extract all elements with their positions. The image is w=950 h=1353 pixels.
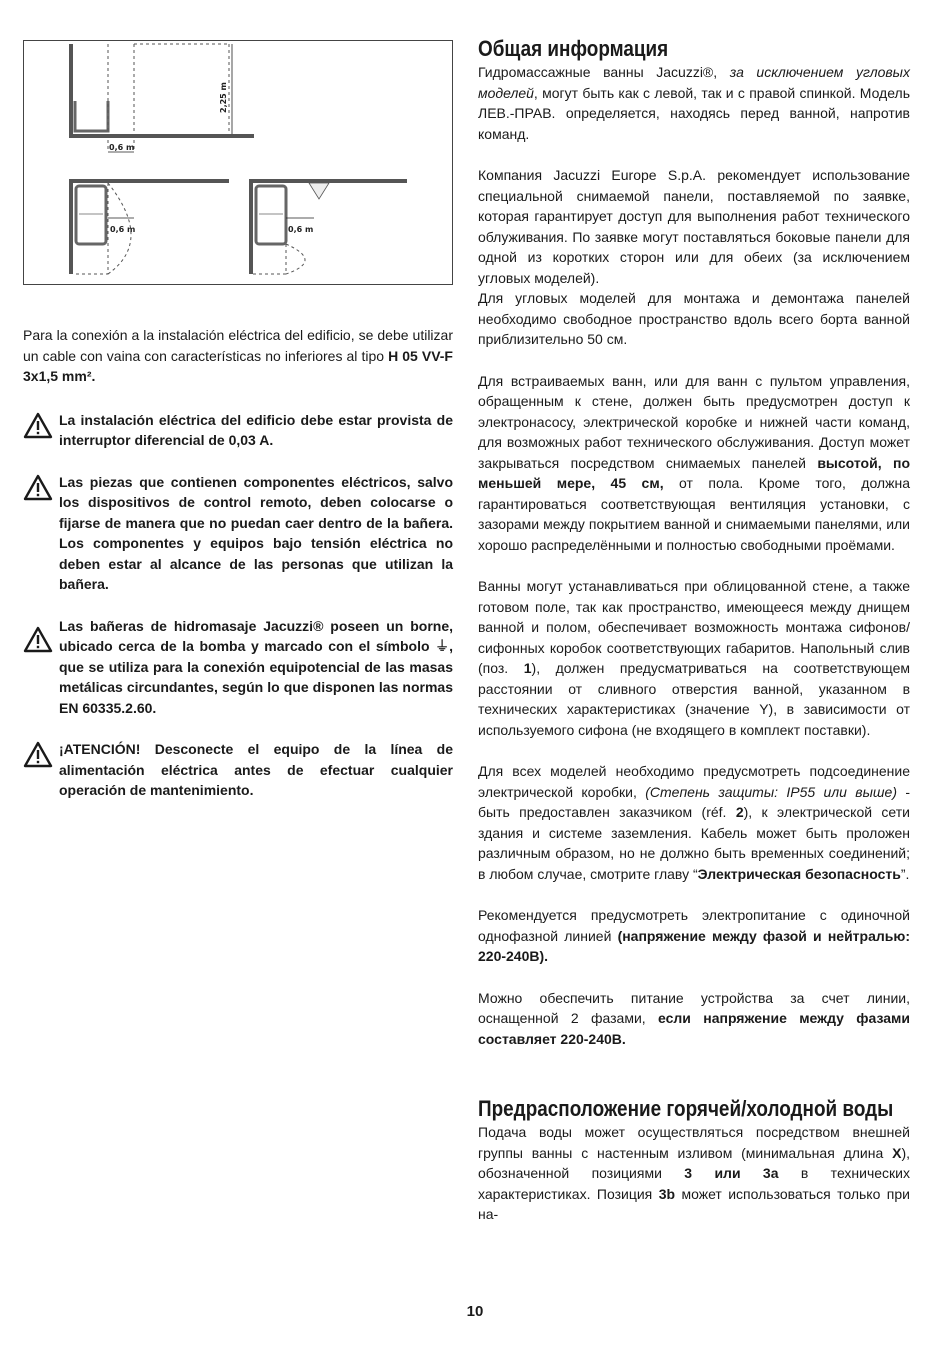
bl-dimension-label: 0,6 m	[110, 225, 136, 234]
warning-3	[23, 616, 453, 719]
p7-text-a: Рекомендуется предусмотреть электропитание с одиночной однофазной линией	[478, 907, 910, 944]
installation-diagram-svg	[24, 41, 454, 286]
p6-ref-2: 2	[735, 804, 744, 820]
section-heading-general-info: Общая информация	[478, 36, 669, 61]
warning-3-text	[59, 616, 453, 719]
installation-diagram	[23, 40, 453, 285]
p6-text-e: ), к электрической сети здания и системе заземления. Кабель может быть проложен различным образом, но не должно быть временных соединений; в любом случае, смотрите главу “	[478, 804, 910, 882]
p1-text-italic: за исключением угловых моделей	[478, 64, 910, 101]
p6-text-a: Для всех моделей необходимо предусмотреть подсоединение электрической коробки,	[478, 763, 910, 800]
p1-text-a: Гидромассажные ванны Jacuzzi®,	[478, 64, 730, 80]
p9-position-3b: 3b	[658, 1185, 676, 1202]
cable-intro-text: Para la conexión a la instalación eléctrica del edificio, se debe utilizar un cable con vaina con características no inferiores al tipo	[23, 327, 453, 364]
warning-2	[23, 472, 453, 595]
warning-triangle-icon	[23, 410, 59, 444]
warning-triangle-icon	[23, 472, 59, 506]
height-dimension-label: 2,25 m	[219, 82, 228, 113]
warning-1-text: La instalación eléctrica del edificio debe estar provista de interruptor diferencial de 0,03 A.	[59, 411, 453, 448]
paragraph-8	[478, 988, 910, 1050]
br-clearance-path	[253, 244, 286, 274]
p4-text-a: Для встраиваемых ванн, или для ванн с пультом управления, обращенным к стене, должен быть предусмотрен доступ к электронасосу, электрической коробке и нижней части команд, для возможных работ технического обслуживания. Доступ может закрываться посредством снимаемых панелей	[478, 372, 910, 471]
left-column	[23, 325, 453, 801]
top-tub-profile	[75, 101, 108, 131]
page-number: 10	[466, 1303, 484, 1320]
p7-text-bold: (напряжение между фазой и нейтралью: 220-240В).	[478, 927, 910, 964]
p9-text-g: может использоваться только при на-	[478, 1185, 910, 1222]
section-heading-water-supply: Предрасположение горячей/холодной воды	[478, 1096, 894, 1121]
warning-triangle-icon	[23, 616, 59, 658]
p4-text-c: от пола. Кроме того, должна гарантироваться соответствующая вентиляция установки, с зазорами между покрытием ванной и снимаемыми панелями, или хорошо распределёнными и полностью свободными проёмами.	[478, 475, 910, 553]
p6-text-italic: (Степень защиты: IP55 или выше)	[645, 783, 897, 800]
bl-wall-horizontal	[69, 179, 229, 183]
top-wall-horizontal	[69, 134, 254, 138]
p6-text-c: - быть предоставлен заказчиком (réf.	[478, 783, 910, 820]
paragraph-6	[478, 761, 910, 884]
paragraph-3: Для угловых моделей для монтажа и демонтажа панелей необходимо свободное пространство вдоль всего борта ванной приблизительно 50 см.	[478, 290, 910, 347]
top-wall-vertical	[69, 44, 73, 137]
br-wall-horizontal	[249, 179, 407, 183]
paragraph-9	[478, 1122, 910, 1225]
right-column	[478, 36, 910, 1225]
warning-triangle-icon	[23, 739, 59, 773]
br-wall-vertical	[249, 179, 253, 274]
paragraph-2: Компания Jacuzzi Europe S.p.A. рекомендует использование специальной снимаемой панели, поставляемой по заявке, которая гарантирует доступ для выполнения работ технического облуживания. По заявке могут поставляться боковые панели для одной из коротких сторон или для обеих (за исключением угловых моделей).	[478, 167, 910, 286]
paragraph-5	[478, 576, 910, 740]
p9-positions: 3 или 3a	[684, 1165, 779, 1181]
equipotential-icon: ⏚	[435, 638, 450, 654]
br-door-arc	[286, 244, 305, 274]
bl-tub	[76, 186, 106, 244]
p5-ref-1: 1	[523, 660, 532, 676]
p4-text-bold: высотой, по меньшей мере, 45 см,	[478, 454, 910, 491]
bl-wall-vertical	[69, 179, 73, 274]
br-dimension-label: 0,6 m	[288, 225, 314, 234]
warning-4	[23, 739, 453, 801]
p9-text-e: в технических характеристиках. Позиция	[478, 1165, 910, 1202]
p9-x: X	[892, 1144, 902, 1161]
p6-chapter-title: Электрическая безопасность	[697, 865, 901, 882]
p5-text-c: ), должен предусматриваться на соответствующем расстоянии от сливного отверстия ванной, указанном в технических характеристиках (значение Y), в зависимости от используемого сифона (не входящего в комплект поставки).	[478, 660, 911, 738]
warning-4-text: ¡ATENCIÓN! Desconecte el equipo de la línea de alimentación eléctrica antes de efectuar cualquier operación de mantenimiento.	[59, 741, 453, 798]
paragraph-7	[478, 905, 910, 967]
p6-text-g: ”.	[900, 865, 910, 882]
p1-text-c: , могут быть как с левой, так и с правой спинкой. Модель ЛЕВ.-ПРАВ. определяется, находясь перед ванной, напротив команд.	[478, 84, 910, 142]
p9-text-c: ), обозначенной позициями	[478, 1144, 910, 1181]
cable-intro-paragraph	[23, 325, 453, 387]
warning-1	[23, 410, 453, 451]
br-corner-mark	[309, 183, 329, 199]
p5-text-a: Ванны могут устанавливаться при облицованной стене, а также готовом поле, так как пространство, имеющееся между днищем ванной и полом, обеспечивает возможность монтажа сифонов/сифонных коробок соответствующих габаритов. Напольный слив (поз.	[478, 578, 910, 676]
warning-3-text-a: Las bañeras de hidromasaje Jacuzzi® poseen un borne, ubicado cerca de la bomba y marcado con el símbolo	[59, 617, 453, 654]
warning-3-text-b: , que se utiliza para la conexión equipotencial de las masas metálicas circundantes, según lo que disponen las normas EN 60335.2.60.	[59, 638, 453, 716]
cable-type: H 05 VV-F 3x1,5 mm².	[23, 347, 453, 384]
paragraph-1	[478, 62, 910, 144]
p8-text-bold: если напряжение между фазами составляет 220-240В.	[478, 1010, 910, 1047]
p9-text-a: Подача воды может осуществляться посредством внешней группы ванны с настенным изливом (минимальная длина	[478, 1124, 910, 1161]
br-tub	[256, 186, 286, 244]
p8-text-a: Можно обеспечить питание устройства за счет линии, оснащенной 2 фазами,	[478, 989, 910, 1026]
warning-2-text: Las piezas que contienen componentes eléctricos, salvo los dispositivos de control remoto, deben colocarse o fijarse de manera que no puedan caer dentro de la bañera. Los componentes y equipos bajo tensión eléctrica no deben estar al alcance de las personas que utilizan la bañera.	[59, 473, 453, 592]
top-width-dimension-label: 0,6 m	[109, 143, 135, 152]
paragraph-4	[478, 371, 910, 556]
